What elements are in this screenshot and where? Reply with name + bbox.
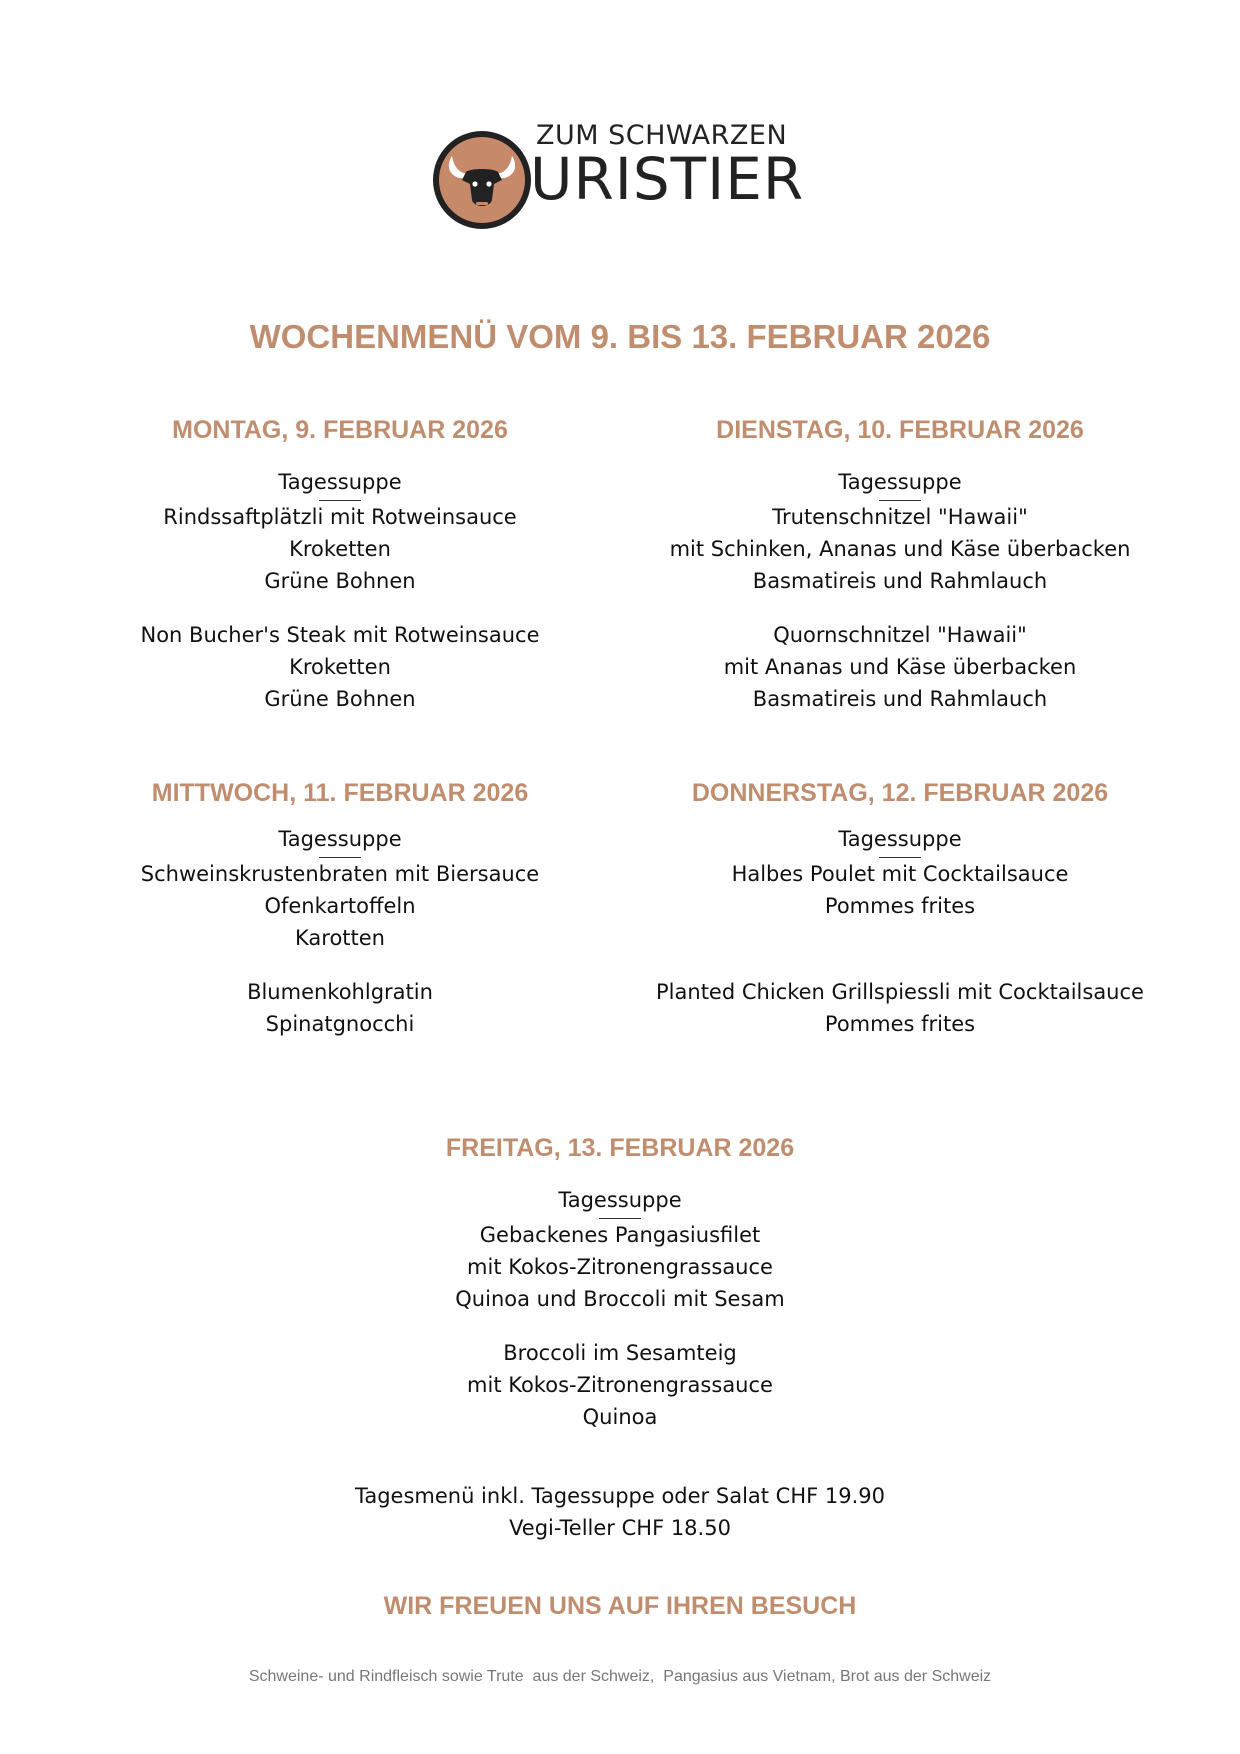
dish-line: Trutenschnitzel "Hawaii" bbox=[772, 505, 1028, 529]
dish-line: Grüne Bohnen bbox=[264, 569, 416, 593]
day-thursday bbox=[600, 775, 1200, 1040]
day-heading: FREITAG, 13. FEBRUAR 2026 bbox=[445, 1134, 795, 1162]
soup-item: Tagessuppe bbox=[838, 827, 962, 851]
dish-line: Halbes Poulet mit Cocktailsauce bbox=[731, 862, 1069, 886]
dish-line: mit Ananas und Käse überbacken bbox=[723, 655, 1077, 679]
dish-line: Pommes frites bbox=[824, 894, 976, 918]
dish-line: Rindssaftplätzli mit Rotweinsauce bbox=[163, 505, 517, 529]
daily-menu-price: Tagesmenü inkl. Tagessuppe oder Salat CHF 19.90 bbox=[354, 1484, 886, 1508]
day-wednesday bbox=[40, 775, 640, 1040]
dish-line: Basmatireis und Rahmlauch bbox=[752, 687, 1048, 711]
dish-line: Spinatgnocchi bbox=[265, 1012, 415, 1036]
dish-line: Basmatireis und Rahmlauch bbox=[752, 569, 1048, 593]
dish-line: Planted Chicken Grillspiessli mit Cocktailsauce bbox=[656, 980, 1144, 1004]
dish-line: Karotten bbox=[295, 926, 385, 950]
dish-line: Quornschnitzel "Hawaii" bbox=[773, 623, 1027, 647]
day-tuesday bbox=[600, 412, 1200, 715]
soup-item: Tagessuppe bbox=[278, 470, 402, 494]
dish-line: Grüne Bohnen bbox=[264, 687, 416, 711]
day-friday bbox=[320, 1130, 920, 1433]
dish-line: mit Kokos-Zitronengrassauce bbox=[467, 1255, 773, 1279]
dish-line: Kroketten bbox=[289, 655, 391, 679]
dish-line: Non Bucher's Steak mit Rotweinsauce bbox=[140, 623, 540, 647]
day-monday bbox=[40, 412, 640, 715]
page-title: WOCHENMENÜ VOM 9. BIS 13. FEBRUAR 2026 bbox=[249, 318, 991, 355]
dish-line: Quinoa bbox=[582, 1405, 658, 1429]
price-info bbox=[0, 1480, 1240, 1544]
dish-line: Broccoli im Sesamteig bbox=[503, 1341, 737, 1365]
dish-line: Schweinskrustenbraten mit Biersauce bbox=[140, 862, 540, 886]
closing-message: WIR FREUEN UNS AUF IHREN BESUCH bbox=[383, 1592, 857, 1620]
dish-line: Kroketten bbox=[289, 537, 391, 561]
dish-line: mit Schinken, Ananas und Käse überbacken bbox=[669, 537, 1131, 561]
dish-line: Gebackenes Pangasiusfilet bbox=[479, 1223, 761, 1247]
dish-line: Blumenkohlgratin bbox=[247, 980, 433, 1004]
dish-line: Ofenkartoffeln bbox=[264, 894, 416, 918]
day-heading: MITTWOCH, 11. FEBRUAR 2026 bbox=[151, 779, 529, 807]
soup-item: Tagessuppe bbox=[558, 1188, 682, 1212]
dish-line: Quinoa und Broccoli mit Sesam bbox=[455, 1287, 785, 1311]
soup-item: Tagessuppe bbox=[838, 470, 962, 494]
origin-note: Schweine- und Rindfleisch sowie Trute aus der Schweiz, Pangasius aus Vietnam, Brot aus der Schweiz bbox=[248, 1668, 992, 1685]
logo-name: URISTIER bbox=[530, 145, 805, 213]
bull-head-icon bbox=[430, 128, 534, 232]
restaurant-logo bbox=[430, 120, 830, 240]
soup-item: Tagessuppe bbox=[278, 827, 402, 851]
day-heading: DIENSTAG, 10. FEBRUAR 2026 bbox=[716, 416, 1084, 444]
day-heading: DONNERSTAG, 12. FEBRUAR 2026 bbox=[691, 779, 1109, 807]
veggie-price: Vegi-Teller CHF 18.50 bbox=[509, 1516, 731, 1540]
day-heading: MONTAG, 9. FEBRUAR 2026 bbox=[172, 416, 508, 444]
logo-subtitle: ZUM SCHWARZEN bbox=[536, 120, 788, 151]
dish-line: mit Kokos-Zitronengrassauce bbox=[467, 1373, 773, 1397]
dish-line: Pommes frites bbox=[824, 1012, 976, 1036]
